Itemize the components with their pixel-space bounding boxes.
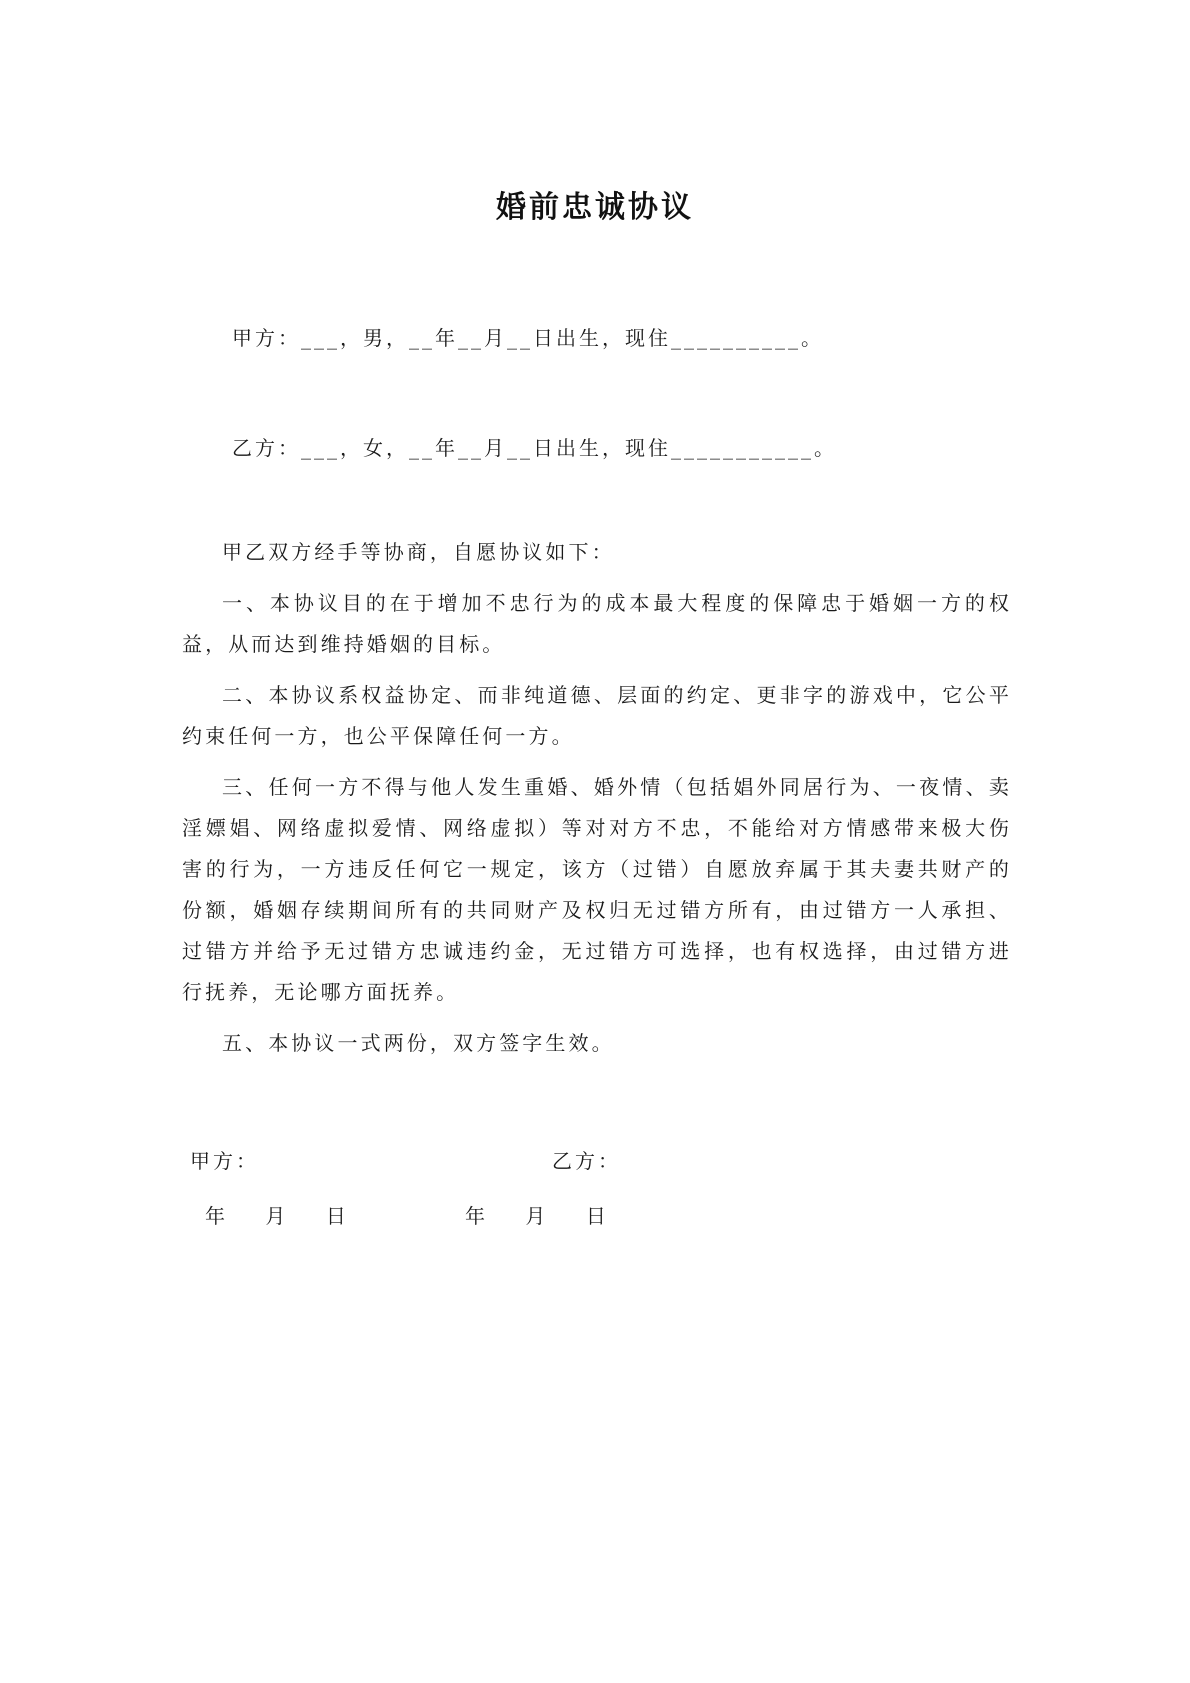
- party-a-signature-label: 甲方：: [190, 1149, 259, 1173]
- clause-2: 二、本协议系权益协定、而非纯道德、层面的约定、更非字的游戏中，它公平约束任何一方，也公平保障任何一方。: [182, 683, 1012, 748]
- clause-3: 三、任何一方不得与他人发生重婚、婚外情（包括娼外同居行为、一夜情、卖淫嫖娼、网络虚拟爱情、网络虚拟）等对对方不忠，不能给对方情感带来极大伤害的行为，一方违反任何它一规定，该方（过错）自愿放弃属于其夫妻共财产的份额，婚姻存续期间所有的共同财产及权归无过错方所有，由过错方一人承担、过错方并给予无过错方忠诚违约金，无过错方可选择，也有权选择，由过错方进行抚养，无论哪方面抚养。: [182, 775, 1012, 1004]
- clause-5: 五、本协议一式两份，双方签字生效。: [222, 1031, 615, 1055]
- party-a-date: 年 月 日: [205, 1204, 349, 1228]
- document-title: 婚前忠诚协议: [496, 190, 694, 225]
- party-a-info-line: 甲方：___，男，__年__月__日出生，现住__________。: [232, 326, 824, 350]
- clause-1: 一、本协议目的在于增加不忠行为的成本最大程度的保障忠于婚姻一方的权益，从而达到维持婚姻的目标。: [182, 591, 1012, 656]
- party-b-signature-label: 乙方：: [552, 1149, 621, 1173]
- party-b-info-line: 乙方：___，女，__年__月__日出生，现住___________。: [232, 436, 837, 460]
- agreement-body: [182, 532, 1012, 1074]
- party-b-date: 年 月 日: [465, 1204, 609, 1228]
- intro-paragraph: 甲乙双方经手等协商，自愿协议如下：: [222, 540, 615, 564]
